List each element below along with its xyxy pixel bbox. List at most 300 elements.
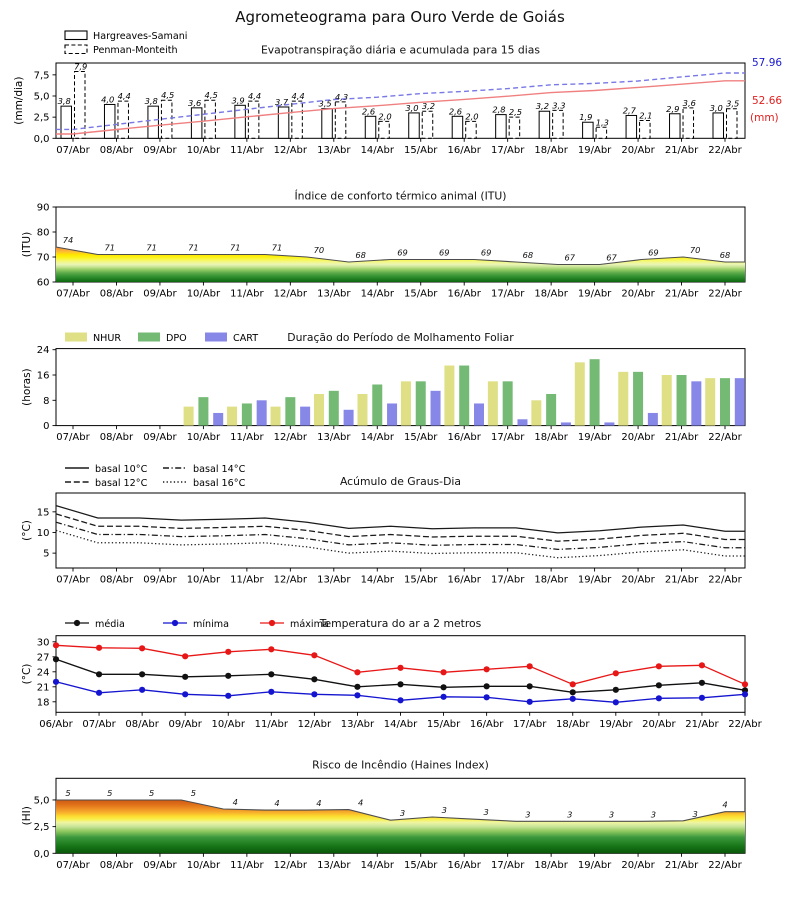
svg-text:3,2: 3,2 (421, 101, 436, 112)
svg-text:21/Abr: 21/Abr (664, 574, 699, 586)
máxima-point (354, 669, 360, 675)
cart-bar (648, 413, 658, 426)
svg-text:4,3: 4,3 (334, 91, 349, 102)
média-point (225, 673, 231, 679)
penman-bar (509, 117, 519, 138)
svg-text:basal 14°C: basal 14°C (193, 464, 246, 475)
svg-text:3,8: 3,8 (144, 96, 158, 107)
svg-text:14/Abr: 14/Abr (360, 432, 394, 444)
svg-text:70: 70 (36, 252, 50, 264)
máxima-point (53, 642, 59, 648)
dpo-legend-swatch (138, 333, 160, 342)
svg-text:NHUR: NHUR (93, 333, 122, 344)
svg-text:12/Abr: 12/Abr (273, 288, 308, 300)
svg-text:10/Abr: 10/Abr (186, 574, 221, 586)
svg-text:2,5: 2,5 (33, 822, 50, 834)
dpo-bar (720, 378, 730, 425)
mínima-point (354, 692, 360, 698)
svg-text:06/Abr: 06/Abr (39, 718, 73, 730)
svg-text:3,5: 3,5 (726, 98, 740, 109)
svg-text:2,9: 2,9 (666, 103, 680, 114)
svg-text:68: 68 (355, 250, 366, 260)
svg-text:basal 12°C: basal 12°C (95, 478, 148, 489)
svg-text:(°C): (°C) (21, 520, 33, 541)
svg-text:Índice de conforto térmico ani: Índice de conforto térmico animal (ITU) (294, 189, 507, 203)
svg-text:3,7: 3,7 (274, 96, 289, 107)
máxima-point (742, 681, 748, 687)
svg-text:12/Abr: 12/Abr (297, 718, 332, 730)
svg-text:11/Abr: 11/Abr (230, 859, 264, 871)
svg-text:17/Abr: 17/Abr (490, 574, 525, 586)
hargreaves-bar (496, 115, 507, 139)
svg-text:14/Abr: 14/Abr (360, 574, 394, 586)
cart-bar (257, 400, 267, 425)
svg-text:67: 67 (606, 252, 617, 263)
máxima-point (225, 649, 231, 655)
svg-text:3: 3 (525, 809, 531, 820)
máxima-point (397, 665, 403, 671)
svg-text:21/Abr: 21/Abr (664, 144, 699, 156)
svg-text:22/Abr: 22/Abr (708, 574, 742, 586)
svg-text:08/Abr: 08/Abr (99, 432, 134, 444)
svg-text:10/Abr: 10/Abr (186, 288, 221, 300)
svg-text:10/Abr: 10/Abr (186, 859, 221, 871)
svg-text:média: média (95, 619, 125, 630)
média-point (354, 684, 360, 690)
mínima-point (570, 696, 576, 702)
air-temperature-panel (21, 617, 763, 730)
dpo-bar (546, 394, 556, 426)
cart-bar (431, 391, 441, 426)
svg-text:30: 30 (36, 637, 50, 649)
svg-text:17/Abr: 17/Abr (490, 144, 525, 156)
svg-text:15: 15 (36, 507, 50, 519)
svg-text:22/Abr: 22/Abr (708, 859, 742, 871)
svg-text:11/Abr: 11/Abr (230, 574, 264, 586)
svg-text:07/Abr: 07/Abr (56, 432, 90, 444)
svg-text:69: 69 (439, 247, 450, 258)
svg-text:15/Abr: 15/Abr (404, 859, 438, 871)
svg-text:5,0: 5,0 (33, 91, 50, 103)
basal-10°C-line (56, 506, 745, 533)
svg-text:19/Abr: 19/Abr (577, 574, 612, 586)
svg-text:3,6: 3,6 (682, 97, 696, 108)
cart-bar (387, 403, 397, 425)
svg-text:20/Abr: 20/Abr (621, 574, 655, 586)
svg-text:13/Abr: 13/Abr (317, 574, 351, 586)
svg-text:3,5: 3,5 (318, 98, 332, 109)
svg-text:74: 74 (62, 235, 74, 245)
cart-bar (604, 422, 614, 425)
svg-text:Risco de Incêndio (Haines Inde: Risco de Incêndio (Haines Index) (312, 758, 489, 772)
nhur-bar (444, 366, 454, 426)
dpo-bar (285, 397, 295, 425)
svg-text:17/Abr: 17/Abr (490, 288, 525, 300)
svg-text:11/Abr: 11/Abr (230, 288, 264, 300)
máxima-point (182, 653, 188, 659)
máxima-point (139, 645, 145, 651)
dpo-bar (416, 381, 426, 425)
svg-text:3: 3 (567, 809, 573, 820)
svg-text:3,6: 3,6 (188, 97, 202, 108)
svg-text:18/Abr: 18/Abr (534, 432, 568, 444)
hargreaves-bar (452, 116, 463, 138)
graus-plot-box (56, 493, 745, 568)
svg-text:10/Abr: 10/Abr (186, 432, 221, 444)
svg-text:3,2: 3,2 (535, 101, 549, 112)
nhur-legend-swatch (65, 333, 87, 342)
svg-text:4,4: 4,4 (117, 91, 131, 102)
svg-text:CART: CART (233, 333, 259, 344)
svg-text:24: 24 (36, 345, 50, 357)
svg-text:18/Abr: 18/Abr (556, 718, 590, 730)
svg-text:17/Abr: 17/Abr (512, 718, 547, 730)
nhur-bar (488, 381, 498, 425)
dpo-bar (677, 375, 687, 426)
svg-text:15/Abr: 15/Abr (404, 144, 438, 156)
svg-text:12/Abr: 12/Abr (273, 432, 308, 444)
svg-text:71: 71 (104, 242, 116, 253)
svg-text:16/Abr: 16/Abr (447, 288, 481, 300)
svg-text:09/Abr: 09/Abr (168, 718, 202, 730)
dpo-bar (590, 359, 600, 425)
svg-text:08/Abr: 08/Abr (99, 574, 134, 586)
mínima-point (440, 694, 446, 700)
svg-text:14/Abr: 14/Abr (360, 288, 394, 300)
svg-text:2,5: 2,5 (508, 107, 523, 118)
média-point (53, 656, 59, 662)
média-point (440, 684, 446, 690)
svg-text:07/Abr: 07/Abr (56, 859, 90, 871)
mínima-point (656, 695, 662, 701)
svg-text:57.96: 57.96 (752, 57, 783, 69)
svg-text:21: 21 (36, 682, 50, 694)
svg-text:2,0: 2,0 (378, 111, 392, 122)
svg-text:07/Abr: 07/Abr (82, 718, 116, 730)
nhur-bar (357, 394, 367, 426)
penman-bar (640, 121, 651, 139)
svg-text:21/Abr: 21/Abr (664, 432, 699, 444)
svg-text:3: 3 (650, 809, 657, 820)
svg-text:10/Abr: 10/Abr (211, 718, 245, 730)
mínima-point (225, 693, 231, 699)
svg-text:3,9: 3,9 (231, 95, 245, 106)
hargreaves-legend-swatch (65, 31, 87, 40)
svg-text:16/Abr: 16/Abr (447, 144, 481, 156)
svg-text:15/Abr: 15/Abr (426, 718, 461, 730)
hargreaves-bar (278, 107, 289, 138)
svg-text:22/Abr: 22/Abr (708, 432, 742, 444)
svg-text:09/Abr: 09/Abr (143, 432, 177, 444)
mínima-point (613, 699, 619, 705)
svg-text:19/Abr: 19/Abr (577, 288, 612, 300)
svg-text:21/Abr: 21/Abr (664, 859, 699, 871)
média-point (527, 683, 533, 689)
svg-text:09/Abr: 09/Abr (143, 859, 177, 871)
svg-text:Penman-Monteith: Penman-Monteith (93, 45, 178, 56)
svg-text:13/Abr: 13/Abr (317, 432, 351, 444)
mínima-point (699, 695, 705, 701)
svg-text:8: 8 (43, 395, 50, 407)
svg-text:basal 10°C: basal 10°C (95, 464, 148, 475)
svg-text:4,0: 4,0 (101, 94, 115, 105)
svg-text:20/Abr: 20/Abr (642, 718, 676, 730)
mínima-point (96, 690, 102, 696)
svg-text:5: 5 (148, 787, 155, 798)
svg-text:71: 71 (271, 242, 283, 253)
svg-text:4: 4 (722, 799, 728, 810)
svg-text:20/Abr: 20/Abr (621, 144, 655, 156)
svg-text:1,3: 1,3 (595, 117, 609, 128)
svg-text:71: 71 (188, 242, 199, 253)
svg-text:18/Abr: 18/Abr (534, 859, 568, 871)
svg-text:3: 3 (608, 809, 615, 820)
svg-text:18/Abr: 18/Abr (534, 574, 568, 586)
svg-text:12/Abr: 12/Abr (273, 574, 308, 586)
svg-text:3: 3 (692, 808, 698, 819)
penman-bar (596, 127, 607, 138)
hargreaves-bar (322, 109, 333, 139)
cart-bar (300, 407, 310, 426)
fire-risk-panel (21, 759, 745, 871)
média-point (656, 682, 662, 688)
svg-text:09/Abr: 09/Abr (143, 574, 177, 586)
svg-text:4: 4 (358, 797, 364, 808)
máxima-point (656, 663, 662, 669)
svg-text:08/Abr: 08/Abr (99, 859, 134, 871)
nhur-bar (184, 407, 194, 426)
svg-text:13/Abr: 13/Abr (317, 288, 351, 300)
svg-text:10/Abr: 10/Abr (186, 144, 221, 156)
nhur-bar (271, 407, 281, 426)
svg-text:4,4: 4,4 (248, 91, 262, 102)
svg-text:2,1: 2,1 (639, 110, 653, 121)
svg-text:11/Abr: 11/Abr (230, 144, 264, 156)
hargreaves-bar (626, 115, 637, 138)
cart-bar (344, 410, 354, 426)
svg-text:14/Abr: 14/Abr (360, 144, 394, 156)
svg-text:13/Abr: 13/Abr (340, 718, 375, 730)
dpo-bar (372, 384, 382, 425)
média-point (311, 676, 317, 682)
svg-text:3: 3 (441, 805, 447, 816)
penman-bar (292, 101, 303, 138)
svg-text:11/Abr: 11/Abr (230, 432, 264, 444)
svg-text:24: 24 (36, 667, 50, 679)
svg-text:0,0: 0,0 (33, 133, 50, 145)
svg-text:19/Abr: 19/Abr (577, 432, 612, 444)
svg-text:08/Abr: 08/Abr (99, 288, 134, 300)
nhur-bar (401, 381, 411, 425)
svg-text:3,3: 3,3 (552, 100, 566, 111)
svg-text:(mm/dia): (mm/dia) (13, 76, 25, 125)
svg-text:7,9: 7,9 (74, 61, 88, 72)
svg-text:20/Abr: 20/Abr (621, 432, 655, 444)
cart-bar (561, 422, 571, 425)
hargreaves-bar (583, 122, 594, 138)
svg-text:17/Abr: 17/Abr (490, 432, 525, 444)
svg-text:5: 5 (107, 787, 113, 798)
svg-text:52.66: 52.66 (752, 95, 783, 107)
svg-text:22/Abr: 22/Abr (708, 144, 742, 156)
máxima-point (484, 666, 490, 672)
svg-text:4,4: 4,4 (291, 91, 305, 102)
svg-text:21/Abr: 21/Abr (685, 718, 719, 730)
mínima-point (527, 699, 533, 705)
svg-text:16/Abr: 16/Abr (447, 432, 481, 444)
média-point (570, 689, 576, 695)
svg-text:71: 71 (229, 242, 241, 253)
svg-text:5: 5 (65, 787, 71, 798)
nhur-bar (575, 362, 585, 425)
dpo-bar (633, 372, 643, 426)
svg-text:70: 70 (313, 245, 325, 255)
svg-text:5: 5 (43, 548, 50, 560)
mínima-point (742, 691, 748, 697)
svg-text:16/Abr: 16/Abr (447, 859, 481, 871)
mínima-point (139, 687, 145, 693)
svg-text:14/Abr: 14/Abr (383, 718, 418, 730)
svg-text:19/Abr: 19/Abr (599, 718, 633, 730)
svg-text:07/Abr: 07/Abr (56, 574, 90, 586)
svg-text:20/Abr: 20/Abr (621, 859, 655, 871)
svg-text:5: 5 (190, 787, 197, 798)
dpo-bar (503, 381, 513, 425)
animal-thermal-comfort-panel (21, 190, 745, 300)
dpo-bar (329, 391, 339, 426)
svg-text:21/Abr: 21/Abr (664, 288, 699, 300)
svg-text:12/Abr: 12/Abr (273, 859, 308, 871)
cart-legend-swatch (205, 333, 227, 342)
penman-bar (466, 121, 477, 138)
nhur-bar (531, 400, 541, 425)
penman-legend-swatch (65, 45, 87, 54)
mínima-point (311, 691, 317, 697)
nhur-bar (662, 375, 672, 426)
nhur-bar (314, 394, 324, 426)
svg-text:18/Abr: 18/Abr (534, 288, 568, 300)
svg-text:20/Abr: 20/Abr (621, 288, 655, 300)
svg-text:12/Abr: 12/Abr (273, 144, 308, 156)
svg-text:1,9: 1,9 (579, 112, 593, 123)
svg-text:3: 3 (399, 808, 406, 819)
svg-text:(mm): (mm) (750, 112, 779, 124)
mínima-point (484, 694, 490, 700)
máxima-point (613, 670, 619, 676)
svg-text:16/Abr: 16/Abr (447, 574, 481, 586)
svg-text:4: 4 (232, 797, 238, 808)
svg-text:2,7: 2,7 (622, 105, 636, 116)
hargreaves-bar (409, 113, 420, 138)
penman-bar (422, 111, 433, 138)
svg-text:2,5: 2,5 (33, 112, 50, 124)
svg-text:Temperatura do ar a 2 metros: Temperatura do ar a 2 metros (319, 617, 482, 630)
svg-text:4,5: 4,5 (204, 90, 218, 101)
svg-text:11/Abr: 11/Abr (254, 718, 289, 730)
máxima-point (311, 652, 317, 658)
média-point (699, 680, 705, 686)
cart-bar (474, 403, 484, 425)
svg-text:68: 68 (719, 250, 731, 260)
máxima-point (570, 681, 576, 687)
svg-text:3,0: 3,0 (709, 102, 723, 113)
svg-text:80: 80 (36, 227, 50, 239)
svg-text:2,0: 2,0 (465, 111, 479, 122)
svg-text:07/Abr: 07/Abr (56, 288, 90, 300)
svg-text:2,6: 2,6 (361, 106, 376, 117)
svg-text:19/Abr: 19/Abr (577, 859, 612, 871)
mínima-point (182, 691, 188, 697)
svg-text:22/Abr: 22/Abr (708, 288, 742, 300)
svg-text:90: 90 (36, 202, 50, 214)
evapotranspiration-panel (13, 31, 782, 156)
svg-text:07/Abr: 07/Abr (56, 144, 90, 156)
leaf-wetness-panel (21, 331, 745, 443)
svg-text:71: 71 (146, 242, 157, 253)
svg-text:19/Abr: 19/Abr (577, 144, 612, 156)
svg-text:DPO: DPO (166, 333, 187, 344)
svg-text:16/Abr: 16/Abr (469, 718, 504, 730)
hargreaves-bar (670, 114, 681, 139)
svg-text:mínima: mínima (193, 619, 229, 630)
máxima-point (96, 645, 102, 651)
svg-text:máxima: máxima (290, 619, 329, 630)
degree-days-panel (21, 464, 745, 586)
mínima-point (53, 679, 59, 685)
penman-bar (118, 101, 129, 138)
svg-text:Hargreaves-Samani: Hargreaves-Samani (93, 31, 188, 42)
svg-text:(horas): (horas) (21, 368, 33, 406)
svg-text:2,8: 2,8 (492, 104, 506, 115)
svg-text:16: 16 (36, 370, 50, 382)
cart-bar (213, 413, 223, 426)
média-point (182, 674, 188, 680)
nhur-bar (618, 372, 628, 426)
svg-text:09/Abr: 09/Abr (143, 144, 177, 156)
penman-bar (683, 108, 694, 138)
svg-text:7,5: 7,5 (33, 70, 50, 82)
svg-text:0: 0 (43, 421, 50, 433)
máxima-point (527, 663, 533, 669)
svg-text:(HI): (HI) (21, 806, 33, 826)
svg-text:basal 16°C: basal 16°C (193, 478, 246, 489)
hargreaves-bar (191, 108, 202, 138)
hargreaves-bar (104, 104, 115, 138)
máxima-point (699, 662, 705, 668)
svg-text:69: 69 (397, 247, 408, 258)
svg-text:10: 10 (36, 527, 50, 539)
cart-bar (691, 381, 701, 425)
svg-text:22/Abr: 22/Abr (728, 718, 762, 730)
hargreaves-bar (539, 111, 550, 138)
svg-text:08/Abr: 08/Abr (125, 718, 159, 730)
dpo-bar (459, 366, 469, 426)
média-point (484, 683, 490, 689)
máxima-point (268, 646, 274, 652)
média-point (397, 681, 403, 687)
dpo-bar (198, 397, 208, 425)
svg-text:5,0: 5,0 (33, 795, 50, 807)
penman-bar (553, 110, 564, 138)
média-point (139, 671, 145, 677)
nhur-bar (227, 407, 237, 426)
máxima-point (440, 669, 446, 675)
cart-bar (735, 378, 745, 425)
svg-text:2,6: 2,6 (448, 106, 463, 117)
page-title: Agrometeograma para Ouro Verde de Goiás (235, 8, 565, 26)
svg-text:15/Abr: 15/Abr (404, 288, 438, 300)
mínima-point (268, 689, 274, 695)
